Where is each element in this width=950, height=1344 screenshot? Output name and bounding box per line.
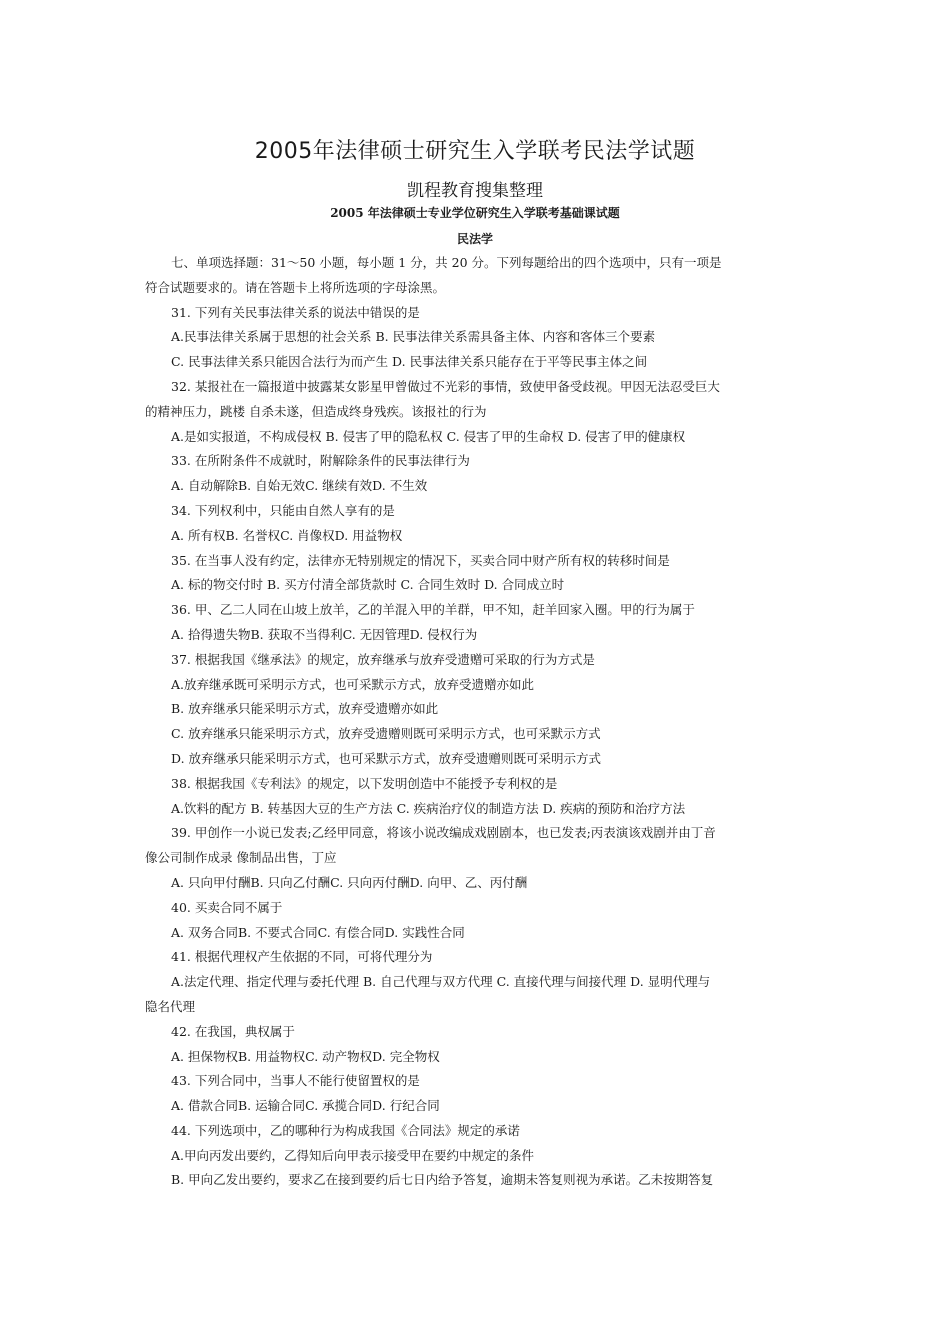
page-title: 2005年法律硕士研究生入学联考民法学试题 <box>254 139 696 164</box>
option-44-b: B. 甲向乙发出要约，要求乙在接到要约后七日内给予答复，逾期未答复则视为承诺。乙未按期答复 <box>171 1172 714 1188</box>
question-38: 38. 根据我国《专利法》的规定，以下发明创造中不能授予专利权的是 <box>171 775 558 791</box>
options-43: A. 借款合同B. 运输合同C. 承揽合同D. 行纪合同 <box>171 1098 440 1114</box>
question-body <box>145 251 807 1193</box>
subject-heading: 民法学 <box>456 232 493 246</box>
option-44-a: A.甲向丙发出要约，乙得知后向甲表示接受甲在要约中规定的条件 <box>171 1147 535 1163</box>
options-41-cont: 隐名代理 <box>145 998 196 1014</box>
section-instruction-cont: 符合试题要求的。请在答题卡上将所选项的字母涂黑。 <box>145 279 446 295</box>
question-37: 37. 根据我国《继承法》的规定，放弃继承与放弃受遗赠可采取的行为方式是 <box>171 651 595 667</box>
options-39: A. 只向甲付酬B. 只向乙付酬C. 只向丙付酬D. 向甲、乙、丙付酬 <box>171 874 528 890</box>
question-35: 35. 在当事人没有约定，法律亦无特别规定的情况下，买卖合同中财产所有权的转移时间是 <box>171 552 670 568</box>
option-37-b: B. 放弃继承只能采明示方式，放弃受遗赠亦如此 <box>171 701 439 717</box>
question-39-cont: 像公司制作成录 像制品出售，丁应 <box>145 850 337 866</box>
options-31-cd: C. 民事法律关系只能因合法行为而产生 D. 民事法律关系只能存在于平等民事主体之间 <box>171 354 648 370</box>
question-31: 31. 下列有关民事法律关系的说法中错误的是 <box>171 304 420 320</box>
options-35: A. 标的物交付时 B. 买方付清全部货款时 C. 合同生效时 D. 合同成立时 <box>171 577 565 593</box>
question-43: 43. 下列合同中，当事人不能行使留置权的是 <box>171 1073 420 1089</box>
options-36: A. 拾得遗失物B. 获取不当得利C. 无因管理D. 侵权行为 <box>171 626 478 642</box>
question-40: 40. 买卖合同不属于 <box>171 899 283 915</box>
question-34: 34. 下列权利中，只能由自然人享有的是 <box>171 502 395 518</box>
question-44: 44. 下列选项中，乙的哪种行为构成我国《合同法》规定的承诺 <box>171 1122 520 1138</box>
options-38: A.饮料的配方 B. 转基因大豆的生产方法 C. 疾病治疗仪的制造方法 D. 疾病的预防和治疗方法 <box>171 800 686 816</box>
options-33: A. 自动解除B. 自始无效C. 继续有效D. 不生效 <box>171 478 428 494</box>
options-31-ab: A.民事法律关系属于思想的社会关系 B. 民事法律关系需具备主体、内容和客体三个要素 <box>171 329 656 345</box>
options-34: A. 所有权B. 名誉权C. 肖像权D. 用益物权 <box>171 527 403 543</box>
options-42: A. 担保物权B. 用益物权C. 动产物权D. 完全物权 <box>171 1048 440 1064</box>
question-41: 41. 根据代理权产生依据的不同，可将代理分为 <box>171 949 433 965</box>
section-instruction: 七、单项选择题：31～50 小题，每小题 1 分，共 20 分。下列每题给出的四个选项中，只有一项是 <box>171 255 722 270</box>
question-36: 36. 甲、乙二人同在山坡上放羊，乙的羊混入甲的羊群，甲不知，赶羊回家入圈。甲的行为属于 <box>171 602 695 618</box>
option-37-d: D. 放弃继承只能采明示方式，也可采默示方式，放弃受遗赠则既可采明示方式 <box>171 750 602 766</box>
question-32-cont: 的精神压力，跳楼 自杀未遂，但造成终身残疾。该报社的行为 <box>145 403 487 419</box>
question-33: 33. 在所附条件不成就时，附解除条件的民事法律行为 <box>171 453 470 469</box>
option-37-c: C. 放弃继承只能采明示方式，放弃受遗赠则既可采明示方式，也可采默示方式 <box>171 726 601 742</box>
option-37-a: A.放弃继承既可采明示方式，也可采默示方式，放弃受遗赠亦如此 <box>171 676 535 692</box>
question-32: 32. 某报社在一篇报道中披露某女影星甲曾做过不光彩的事情，致使甲备受歧视。甲因无法忍受巨大 <box>171 378 720 394</box>
question-39: 39. 甲创作一小说已发表;乙经甲同意，将该小说改编成戏剧剧本，也已发表;丙表演该戏剧并由丁音 <box>171 825 716 841</box>
options-32: A.是如实报道，不构成侵权 B. 侵害了甲的隐私权 C. 侵害了甲的生命权 D. 侵害了甲的健康权 <box>171 428 686 444</box>
page-subtitle: 凯程教育搜集整理 <box>407 181 543 201</box>
question-42: 42. 在我国，典权属于 <box>171 1023 295 1039</box>
options-40: A. 双务合同B. 不要式合同C. 有偿合同D. 实践性合同 <box>171 924 465 940</box>
exam-name: 2005 年法律硕士专业学位研究生入学联考基础课试题 <box>330 206 620 220</box>
options-41: A.法定代理、指定代理与委托代理 B. 自己代理与双方代理 C. 直接代理与间接代理 D. 显明代理与 <box>171 974 711 990</box>
